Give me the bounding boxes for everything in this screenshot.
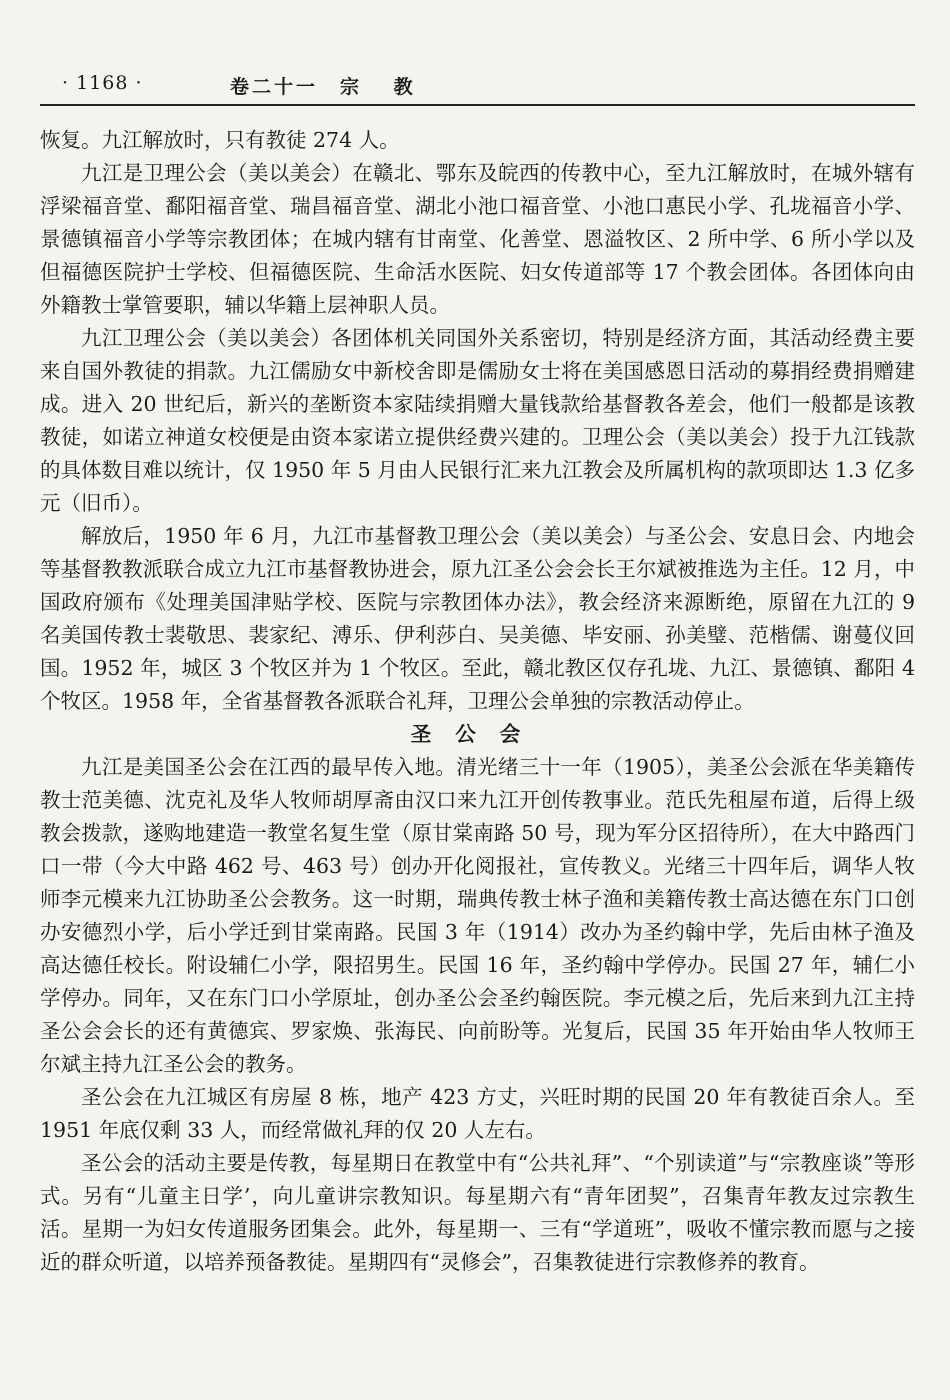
paragraph: 九江是美国圣公会在江西的最早传入地。清光绪三十一年（1905），美圣公会派在华美籍传教士范美德、沈克礼及华人牧师胡厚斋由汉口来九江开创传教事业。范氏先租屋布道，后得上级教会拨款，遂购地建造一教堂名复生堂（原甘棠南路 50 号，现为军分区招待所），在大中路西门口一带（今大中路 462 号、463 号）创办开化阅报社，宣传教义。光绪三十四年后，调华人牧师李元模来九江协助圣公会教务。这一时期，瑞典传教士林子渔和美籍传教士高达德在东门口创办安德烈小学，后小学迁到甘棠南路。民国 3 年（1914）改办为圣约翰中学，先后由林子渔及高达德任校长。附设辅仁小学，限招男生。民国 16 年，圣约翰中学停办。民国 27 年，辅仁小学停办。同年，又在东门口小学原址，创办圣公会圣约翰医院。李元模之后，先后来到九江主持圣公会会长的还有黄德宾、罗家焕、张海民、向前盼等。光复后，民国 35 年开始由华人牧师王尔斌主持九江圣公会的教务。	[40, 755, 915, 1076]
paragraph: 九江是卫理公会（美以美会）在赣北、鄂东及皖西的传教中心，至九江解放时，在城外辖有浮梁福音堂、鄱阳福音堂、瑞昌福音堂、湖北小池口福音堂、小池口惠民小学、孔垅福音小学、景德镇福音小学等宗教团体；在城内辖有甘南堂、化善堂、恩溢牧区、2 所中学、6 所小学以及但福德医院护士学校、但福德医院、生命活水医院、妇女传道部等 17 个教会团体。各团体向由外籍教士掌管要职，辅以华籍上层神职人员。	[40, 161, 915, 317]
section-heading: 圣公会	[410, 722, 545, 746]
page-body	[40, 124, 915, 1279]
section-name: 宗 教	[340, 76, 427, 98]
paragraph: 圣公会在九江城区有房屋 8 栋，地产 423 方丈，兴旺时期的民国 20 年有教徒百余人。至 1951 年底仅剩 33 人，而经常做礼拜的仅 20 人左右。	[40, 1085, 915, 1142]
page-number: · 1168 ·	[62, 72, 143, 94]
paragraph: 恢复。九江解放时，只有教徒 274 人。	[40, 128, 400, 152]
paragraph: 九江卫理公会（美以美会）各团体机关同国外关系密切，特别是经济方面，其活动经费主要来自国外教徒的捐款。九江儒励女中新校舍即是儒励女士将在美国感恩日活动的募捐经费捐赠建成。进入 20 世纪后，新兴的垄断资本家陆续捐赠大量钱款给基督教各差会，他们一般都是该教教徒，如诺立神道女校便是由资本家诺立提供经费兴建的。卫理公会（美以美会）投于九江钱款的具体数目难以统计，仅 1950 年 5 月由人民银行汇来九江教会及所属机构的款项即达 1.3 亿多元（旧币）。	[40, 326, 915, 515]
paragraph: 圣公会的活动主要是传教，每星期日在教堂中有“公共礼拜”、“个别读道”与“宗教座谈”等形式。另有“儿童主日学’，向儿童讲宗教知识。每星期六有“青年团契”，召集青年教友过宗教生活。星期一为妇女传道服务团集会。此外，每星期一、三有“学道班”，吸收不懂宗教而愿与之接近的群众听道，以培养预备教徒。星期四有“灵修会”，召集教徒进行宗教修养的教育。	[40, 1151, 915, 1274]
page-header	[40, 72, 915, 106]
volume-title: 卷二十一	[230, 76, 319, 98]
paragraph: 解放后，1950 年 6 月，九江市基督教卫理公会（美以美会）与圣公会、安息日会、内地会等基督教教派联合成立九江市基督教协进会，原九江圣公会会长王尔斌被推选为主任。12 月，中国政府颁布《处理美国津贴学校、医院与宗教团体办法》，教会经济来源断绝，原留在九江的 9 名美国传教士裴敬思、裴家纪、溥乐、伊利莎白、吴美德、毕安丽、孙美璧、范楷儒、谢蔓仪回国。1952 年，城区 3 个牧区并为 1 个牧区。至此，赣北教区仅存孔垅、九江、景德镇、鄱阳 4 个牧区。1958 年，全省基督教各派联合礼拜，卫理公会单独的宗教活动停止。	[40, 524, 915, 713]
